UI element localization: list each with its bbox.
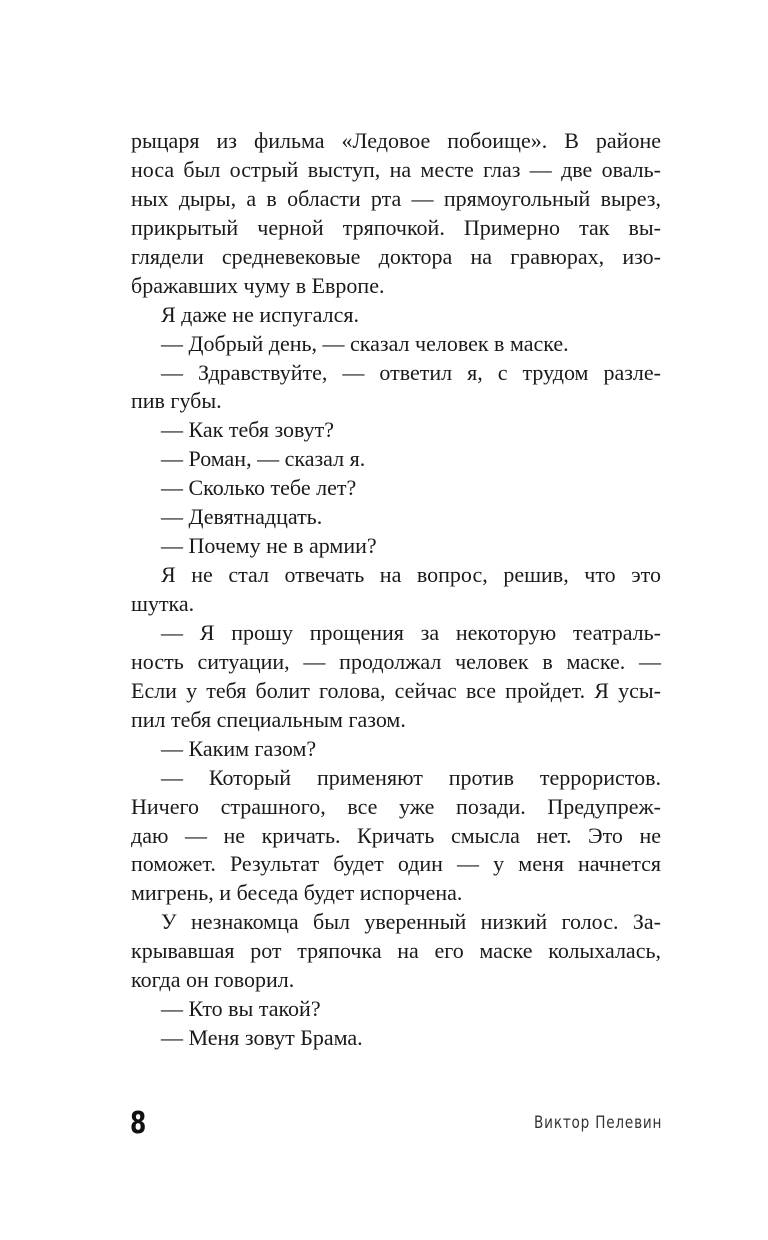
text-line: — Здравствуйте, — ответил я, с трудом разле- — [161, 359, 661, 385]
body-text — [131, 127, 661, 1053]
text-line: Если у тебя болит голова, сейчас все пройдет. Я усы- — [131, 677, 661, 703]
text-line: когда он говорил. — [131, 967, 295, 993]
text-line: бражавших чуму в Европе. — [131, 272, 385, 298]
text-line: — Меня зовут Брама. — [161, 1025, 363, 1051]
text-line: глядели средневековые доктора на гравюрах, изо- — [131, 243, 661, 269]
text-line: — Как тебя зовут? — [161, 417, 335, 443]
text-line: крывавшая рот тряпочка на его маске колыхалась, — [131, 938, 661, 964]
text-line: ных дыры, а в области рта — прямоугольный вырез, — [131, 185, 661, 211]
text-line: прикрытый черной тряпочкой. Примерно так вы- — [131, 214, 661, 240]
text-line: Ничего страшного, все уже позади. Предупреж- — [131, 793, 661, 819]
text-line: ность ситуации, — продолжал человек в маске. — — [131, 648, 661, 674]
running-footer-author: Виктор Пелевин — [533, 1113, 662, 1133]
text-line: поможет. Результат будет один — у меня начнется — [131, 851, 661, 877]
text-line: мигрень, и беседа будет испорчена. — [131, 880, 463, 906]
text-line: — Кто вы такой? — [161, 996, 321, 1022]
text-line: — Который применяют против террористов. — [161, 764, 661, 790]
text-line: — Каким газом? — [161, 735, 317, 761]
text-line: носа был острый выступ, на месте глаз — две оваль- — [131, 156, 661, 182]
page-number: 8 — [130, 1106, 147, 1141]
text-line: пил тебя специальным газом. — [131, 706, 406, 732]
text-line: — Роман, — сказал я. — [161, 446, 366, 472]
text-line: шутка. — [131, 591, 195, 616]
text-line: У незнакомца был уверенный низкий голос. За- — [161, 909, 661, 935]
text-line: — Сколько тебе лет? — [161, 475, 357, 501]
text-line: даю — не кричать. Кричать смысла нет. Это не — [131, 822, 661, 848]
text-line: — Почему не в армии? — [161, 533, 377, 559]
text-line: Я не стал отвечать на вопрос, решив, что это — [161, 562, 661, 588]
text-line: — Добрый день, — сказал человек в маске. — [161, 330, 569, 356]
text-line: — Девятнадцать. — [161, 504, 323, 530]
text-line: — Я прошу прощения за некоторую театраль- — [161, 619, 661, 645]
text-line: Я даже не испугался. — [161, 301, 359, 327]
text-line: пив губы. — [131, 388, 222, 414]
text-line: рыцаря из фильма «Ледовое побоище». В районе — [131, 128, 661, 153]
